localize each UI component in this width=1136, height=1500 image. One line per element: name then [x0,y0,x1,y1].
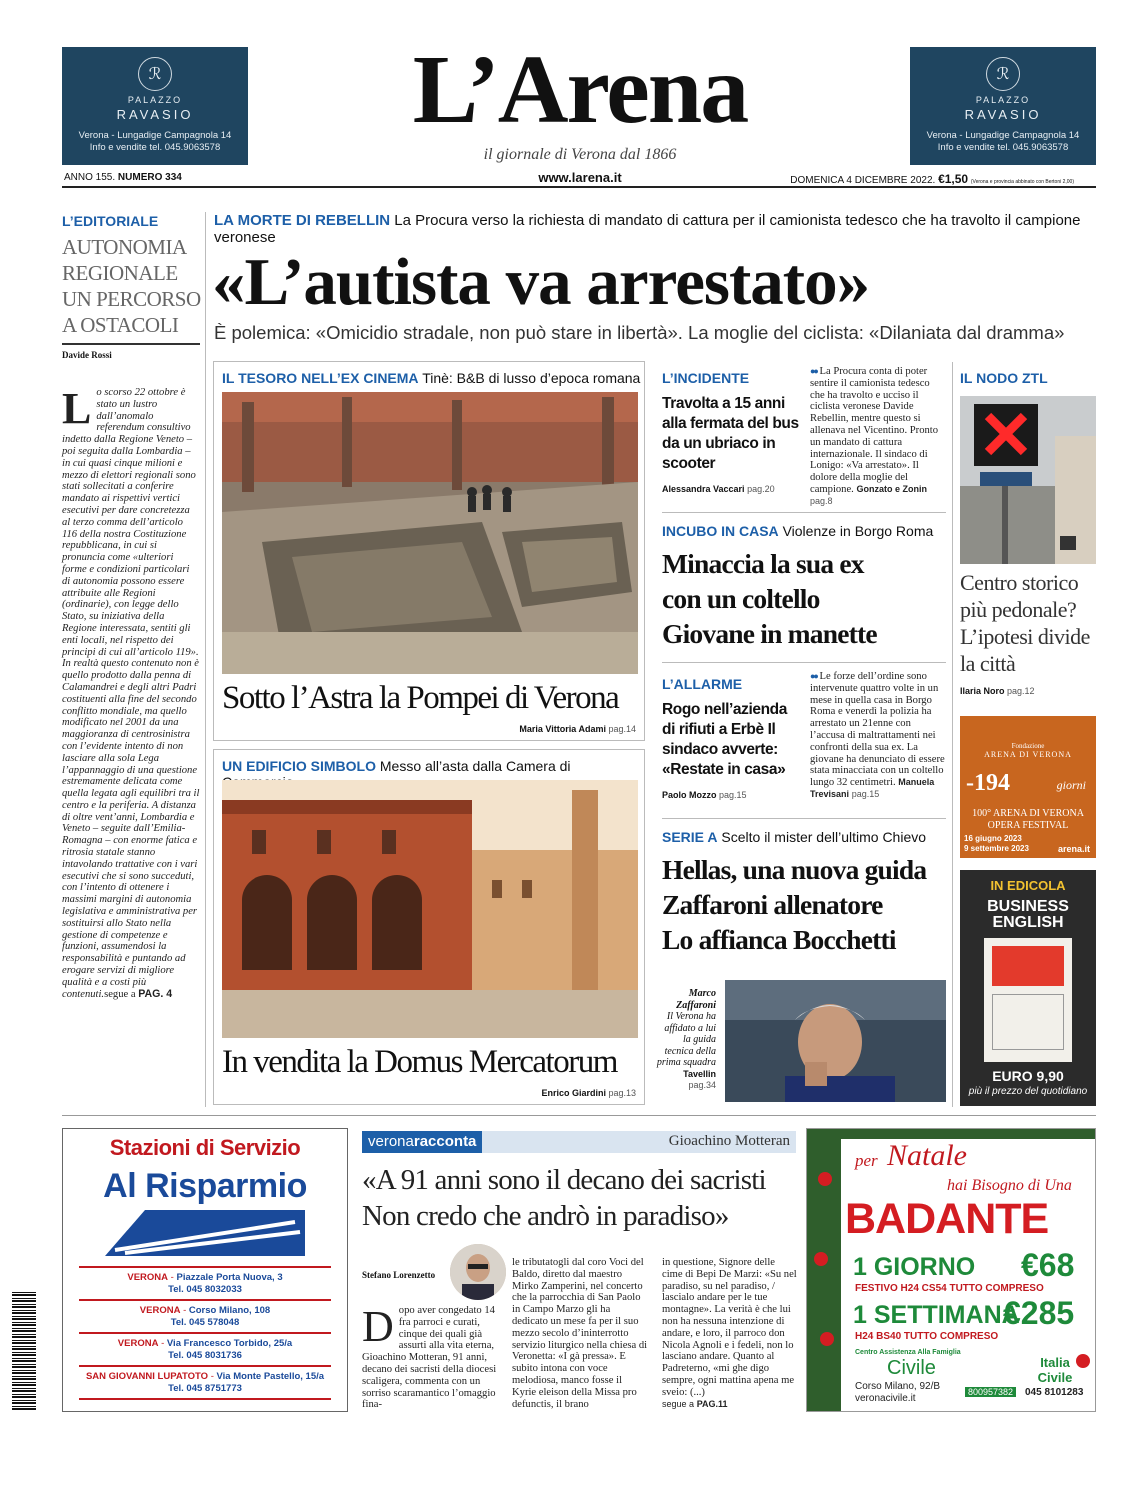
ztl-headline[interactable]: Centro storico più pedonale? L’ipotesi divide la città [960,570,1090,676]
drop-cap: L [62,384,92,433]
header-divider [62,186,1096,188]
ztl-label: IL NODO ZTL [960,370,1048,386]
allarme-label: L’ALLARME [662,676,743,692]
arena-opera-ad[interactable]: Fondazione ARENA DI VERONA -194 giorni 100° ARENA DI VERONA OPERA FESTIVAL 16 giugno 2023 9 settembre 2023 arena.it [960,716,1096,858]
station-item: VERONA - Corso Milano, 108 Tel. 045 578048 [79,1305,331,1334]
station-item: SAN GIOVANNI LUPATOTO - Via Monte Pastello, 15/a Tel. 045 8751773 [79,1371,331,1400]
story-kicker: UN EDIFICIO SIMBOLO Messo all’asta dalla Camera di [222,758,571,774]
ad-small: PALAZZO [127,95,183,105]
archaeology-photo [222,392,638,674]
edicola-label: IN EDICOLA [990,878,1066,893]
editorial-body: Lo scorso 22 ottobre è stato un lustro dall’anomalo referendum consultivo indetto dalla Regione Veneto – poi seguita dalla Lombardia – in cui quasi cinque milioni e mezzo di elettori regionali sono stati sollecitati a conferire mandato ai rispettivi vertici esecutivi per dare concretezza al terzo comma dell’articolo 116 della nostra Costituzione repubblicana, in cui si pronuncia come «ulteriori forme e condizioni particolari di autonomia possono essere attribuite alle Regioni (ordinarie), con legge dello Stato, su iniziativa della Regione interessata, sentiti gli enti locali, nel rispetto dei principi di cui all’articolo 119». In realtà questo contenuto non è quello prodotto dalla penna di Calamandrei e degli altri Padri costituenti alla fine del secondo conflitto mondiale, ma quello modificato nel 2001 da una maggioranza di centrosinistra con l’evidente intento di non lasciare alla sola Lega l’appannaggio di una questione estremamente delicata come quella legata agli equilibri tra il centro e la periferia. A distanza di oltre vent’anni, Lombardia e Veneto – seguite dall’Emilia-Romagna – con enorme fatica e ritrosia statale stanno intavolando trattative con i vari esecutivi che si sono succeduti, con l’intento di ottenere i massimi margini di autonomia legislativa e amministrativa per sostituirsi allo Stato nella gestione di competenze e funzioni, assumendosi la responsabilità e puntando ad erogare servizi di migliore qualità e a costi più contenuti.segue a PAG. 4 [62,384,200,1000]
ad-badante[interactable]: per Natale hai Bisogno di Una BADANTE 1 GIORNO €68 FESTIVO H24 CS54 TUTTO COMPRESO 1 SETTIMANA €285 H24 BS40 TUTTO COMPRESO Centro Assistenza Alla Famiglia Civile Corso Milano, 92/B veronacivile.it 800957382 Italia Civile 045 8101283 [806,1128,1096,1412]
issue-info: ANNO 155. NUMERO 334 [64,172,182,183]
column-divider [205,212,206,1107]
section-divider [662,818,946,819]
date-price: DOMENICA 4 DICEMBRE 2022. €1,50 (Verona e provincia abbinato con Bertoni 2,00) [790,172,1074,186]
story-box-domus[interactable] [213,749,645,1105]
road-logo-icon [105,1210,305,1256]
allarme-byline: Paolo Mozzo pag.15 [662,790,747,800]
vr-col-2: le tributatogli dal coro Voci del Baldo, diretto dal maestro Mirko Zamperini, nel concerto che la parrocchia di San Paolo in Campo Marzo gli ha dedicato un mese fa per il suo mezzo secolo d’ininterrotto servizio liturgico nella chiesa di Veronetta: «I gà pressa». E subito intona con voce melodiosa, manco fosse il Kyrie eleison della Missa pro defunctis, il brano [512,1257,648,1410]
ad-palazzo-ravasio-right[interactable] [910,47,1096,165]
ad-small: PALAZZO [975,95,1031,105]
countdown: -194 [966,770,1010,796]
ztl-photo [960,396,1096,564]
author-portrait [450,1244,506,1300]
incubo-kicker: INCUBO IN CASA Violenze in Borgo Roma [662,523,934,539]
ad-name: RAVASIO [116,107,194,122]
vr-byline: Stefano Lorenzetto [362,1270,436,1280]
incidente-label: L’INCIDENTE [662,370,750,386]
bullet-dots-icon: ●● [810,671,817,681]
crest-icon: ℛ [138,57,172,91]
site-link[interactable]: www.larena.it [538,170,622,185]
newspaper-title: L’Arena [412,36,748,144]
ad-palazzo-ravasio-left[interactable] [62,47,248,165]
incidente-byline: Alessandra Vaccari pag.20 [662,484,775,494]
edicola-price: EURO 9,90 [992,1068,1064,1084]
hellas-kicker: SERIE A Scelto il mister dell’ultimo Chievo [662,829,927,845]
story-title[interactable]: In vendita la Domus Mercatorum [222,1044,617,1080]
ad-name: RAVASIO [964,107,1042,122]
section-divider [662,662,946,663]
book-cover [984,938,1072,1062]
allarme-title[interactable]: Rogo nell’azienda di rifiuti a Erbè Il sindaco avverte: «Restate in casa» [662,701,787,778]
story-byline: Enrico Giardini pag.13 [541,1088,636,1098]
edicola-promo[interactable]: IN EDICOLA BUSINESS ENGLISH EURO 9,90 più il prezzo del quotidiano [960,870,1096,1106]
ad-address: Verona - Lungadige Campagnola 14 [926,130,1080,141]
barcode [12,1290,36,1410]
ad-stazioni-servizio[interactable]: Stazioni di Servizio Al Risparmio VERONA - Piazzale Porta Nuova, 3 Tel. 045 8032033 VERONA - Corso Milano, 108 Tel. 045 578048 VERONA - Via Francesco Torbido, 25/a Tel. 045 8031736 SAN GIOVANNI LUPATOTO - Via Monte Pastello, 15/a Tel. 045 8751773 [62,1128,348,1412]
station-list [63,1272,347,1400]
crest-icon: ℛ [986,57,1020,91]
drop-cap: D [362,1302,394,1351]
main-kicker: LA MORTE DI REBELLIN La Procura verso la richiesta di mandato di cattura per il camionista tedesco che ha travolto il campione veronese [214,212,1081,246]
editorial-label: L’EDITORIALE [62,213,159,229]
ad-phone: Info e vendite tel. 045.9063578 [89,142,221,153]
hellas-headline[interactable]: Hellas, una nuova guida Zaffaroni allenatore Lo affianca Bocchetti [662,854,927,955]
bullet-dots-icon: ●● [810,366,817,376]
verona-racconta-headline[interactable]: «A 91 anni sono il decano dei sacristi Non credo che andrò in paradiso» [362,1164,766,1232]
incidente-text: ●● La Procura conta di poter sentire il camionista tedesco che ha travolto e ucciso il ciclista veronese Davide Rebellin, mentre questo si allenava nel Vicentino. Pronto un mandato di cattura internazionale. Il sindaco di Lonigo: «Va arrestato». Il dolore della moglie del campione. Gonzato e Zonin pag.8 [810,366,939,506]
incidente-title[interactable]: Travolta a 15 anni alla fermata del bus da un ubriaco in scooter [662,395,799,472]
ad-address: Verona - Lungadige Campagnola 14 [78,130,232,141]
newspaper-tagline: il giornale di Verona dal 1866 [483,146,677,163]
bottom-divider [62,1115,1096,1116]
column-divider [952,362,953,1107]
main-subhead: È polemica: «Omicidio stradale, non può stare in libertà». La moglie del ciclista: «Dilaniata dal dramma» [214,322,1065,343]
editorial-author: Davide Rossi [62,350,112,360]
section-divider [662,512,946,513]
editorial-headline[interactable]: AUTONOMIA REGIONALE UN PERCORSO A OSTACOLI [62,235,201,337]
vr-col-1: Dopo aver congedato 14 fra parroci e curati, cinque dei quali già assurti alla vita eterna, Gioachino Motteran, 91 anni, decano dei sacristi della diocesi scaligera, commenta con un sorriso scaramantico l’omaggio fina- [362,1302,497,1411]
incubo-headline[interactable]: Minaccia la sua ex con un coltello Giovane in manette [662,548,877,649]
story-byline: Maria Vittoria Adami pag.14 [519,724,636,734]
ztl-byline: Ilaria Noro pag.12 [960,686,1035,696]
allarme-text: ●● Le forze dell’ordine sono intervenute quattro volte in un mese in quella casa in Borgo Roma e venerdì la polizia ha arrestato un 21enne con l’accusa di maltrattamenti nei confronti della sua ex. La giovane ha denunciato di essere stata minacciata con un coltello lungo 32 centimetri. Manuela Trevisani pag.15 [810,671,945,799]
story-box-cinema[interactable] [213,361,645,741]
editorial-divider [62,343,200,345]
main-headline[interactable]: «L’autista va arrestato» [212,245,870,319]
hellas-caption: Marco Zaffaroni Il Verona ha affidato a lui la guida tecnica della prima squadra Tavellin pag.34 [656,988,716,1090]
verona-racconta-bar: veronaracconta Gioachino Motteran [362,1131,796,1153]
ad-phone: Info e vendite tel. 045.9063578 [937,142,1069,153]
station-item: VERONA - Piazzale Porta Nuova, 3 Tel. 045 8032033 [79,1272,331,1301]
station-item: VERONA - Via Francesco Torbido, 25/a Tel. 045 8031736 [79,1338,331,1367]
story-kicker: IL TESORO NELL’EX CINEMA Tinè: B&B di lusso d’epoca romana [222,370,641,386]
coach-photo [725,980,946,1102]
story-title[interactable]: Sotto l’Astra la Pompei di Verona [222,680,619,716]
domus-photo [222,780,638,1038]
vr-col-3: in questione, Signore delle cime di Bepi De Marzi: «Su nel paradiso, su nel paradiso, / lascialo andare per le tue montagne». La verità è che lui non ha nessuna intenzione di andare, e loro, il parroco don Nicola Agnoli e i fedeli, non lo lasciano andare. Quanto al Padreterno, «mi ghe digo sempre, ogni mattina apena me sveio: (...) segue a PAG.11 [662,1257,797,1409]
